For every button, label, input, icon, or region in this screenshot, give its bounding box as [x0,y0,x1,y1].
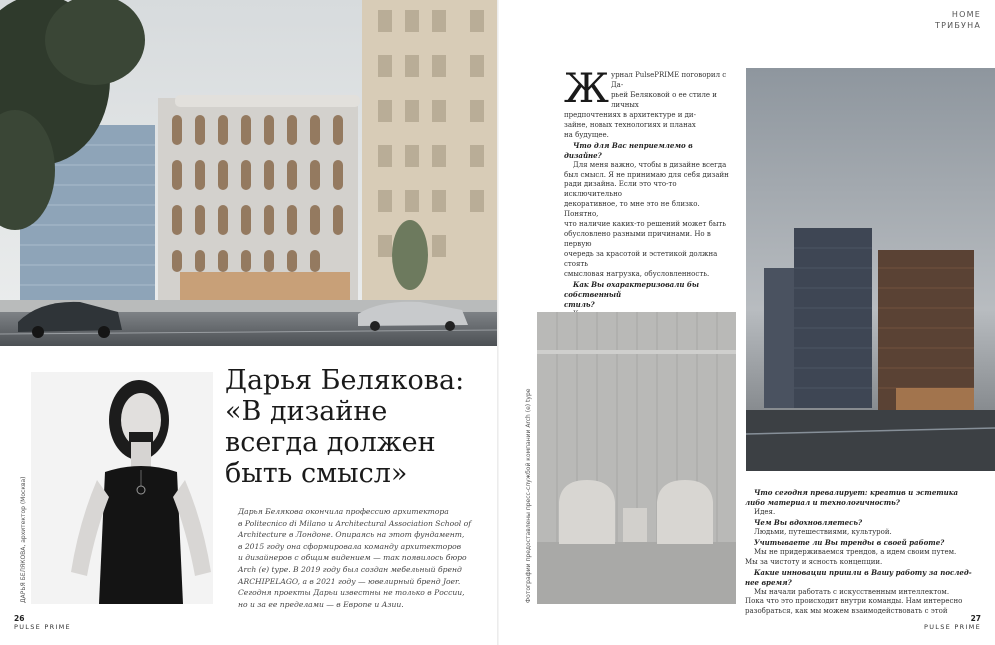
intro-line: урнал PulsePRIME поговорил с Да- [610,71,727,89]
answer-6-line: Мы начали работать с искусственным интеллектом. [754,587,950,596]
towers-photo [746,68,995,471]
headline-line-3: всегда должен [225,427,436,458]
dropcap-letter: Ж [564,66,609,112]
lede-line: Сегодня проекты Дарьи известны не только в России, [238,588,465,598]
intro-line: на будущее. [564,130,609,139]
headline-line-4: быть смысл» [225,458,408,489]
article-lede [238,506,480,610]
magazine-name-left: PULSE PRIME [14,623,71,631]
question-3: Что сегодня превалирует: креатив и эстетика [754,488,959,497]
interview-column-bottom [745,488,985,617]
answer-1-line: смысловая нагрузка, обусловленность. [564,270,710,279]
footer-right [924,614,981,631]
question-6: Какие инновации пришли в Вашу работу за послед- [754,567,972,577]
headline-line-2: «В дизайне [225,396,388,427]
question-2-cont: стиль? [564,299,595,309]
section-label-tribuna: ТРИБУНА [935,21,981,30]
lede-line: ARCHIPELAGO, а в 2021 году — ювелирный бренд Joer. [238,576,461,586]
lede-line: в 2015 году она сформировала команду архитекторов [238,541,462,551]
question-2: Как Вы охарактеризовали бы собственный [564,280,700,299]
answer-1-line: очередь за красотой и эстетикой должна стоять [564,250,718,269]
intro-line: предпочтениях в архитектуре и ди- [564,110,696,119]
question-5: Учитываете ли Вы тренды в своей работе? [754,537,945,547]
answer-1-line: был смысл. Я не принимаю для себя дизайн [564,170,729,179]
intro-line: зайне, новых технологиях и планах [564,120,696,129]
answer-6-line: Пока что это происходит внутри команды. Нам интересно [745,597,963,606]
answer-6-line: разобраться, как мы можем взаимодействовать с этой [745,607,948,616]
magazine-name-right: PULSE PRIME [924,623,981,631]
answer-1-line: декоративное, то мне это не близко. Понятно, [564,200,700,219]
question-4: Чем Вы вдохновляетесь? [754,517,863,527]
portrait-photo [31,372,213,604]
page-number-left: 26 [14,614,25,623]
interior-photo [537,312,736,604]
answer-5-line: Мы не придерживаемся трендов, а идем своим путем. [754,547,957,556]
lede-line: но и за ее пределами — в Европе и Азии. [238,599,404,609]
question-3-cont: либо материал и технологичность? [745,497,900,507]
answer-5-line: Мы за чистоту и ясность концепции. [745,557,883,566]
intro-line: рьей Беляковой о ее стиле и личных [610,90,717,109]
answer-1-line: ради дизайна. Если это что-то исключительно [564,180,677,199]
lede-line: Architecture в Лондоне. Опираясь на этот фундамент, [238,530,465,540]
answer-4: Людьми, путешествиями, культурой. [754,527,892,536]
answer-3: Идея. [754,507,776,516]
section-label-home: HOME [951,10,981,19]
section-header [935,9,981,31]
hero-building-photo [0,0,497,346]
page-gutter [497,0,499,645]
answer-1-line: обусловлено разными причинами. Но в первую [564,230,711,249]
answer-1-line: Для меня важно, чтобы в дизайне всегда [573,160,727,169]
page-number-right: 27 [970,614,981,623]
question-6-cont: нее время? [745,577,792,587]
answer-1-line: что наличие каких-то решений может быть [564,220,727,229]
portrait-credit: ДАРЬЯ БЕЛЯКОВА, архитектор (Москва) [20,476,27,603]
interior-credit: Фотографии предоставлены пресс-службой компании Arch (e) type [525,388,532,603]
lede-line: и дизайнеров с общим видением — так появилось бюро [238,553,467,563]
intro-paragraph [564,66,732,141]
question-1: Что для Вас неприемлемо в дизайне? [564,140,693,160]
lede-line: в Politecnico di Milano и Architectural Association School of [238,518,472,528]
lede-line: Arch (e) type. В 2019 году был создан мебельный бренд [238,564,462,574]
lede-line: Дарья Белякова окончила профессию архитектора [238,507,449,516]
footer-left [14,614,71,631]
headline-line-1: Дарья Белякова: [225,365,465,396]
article-headline [225,365,475,489]
